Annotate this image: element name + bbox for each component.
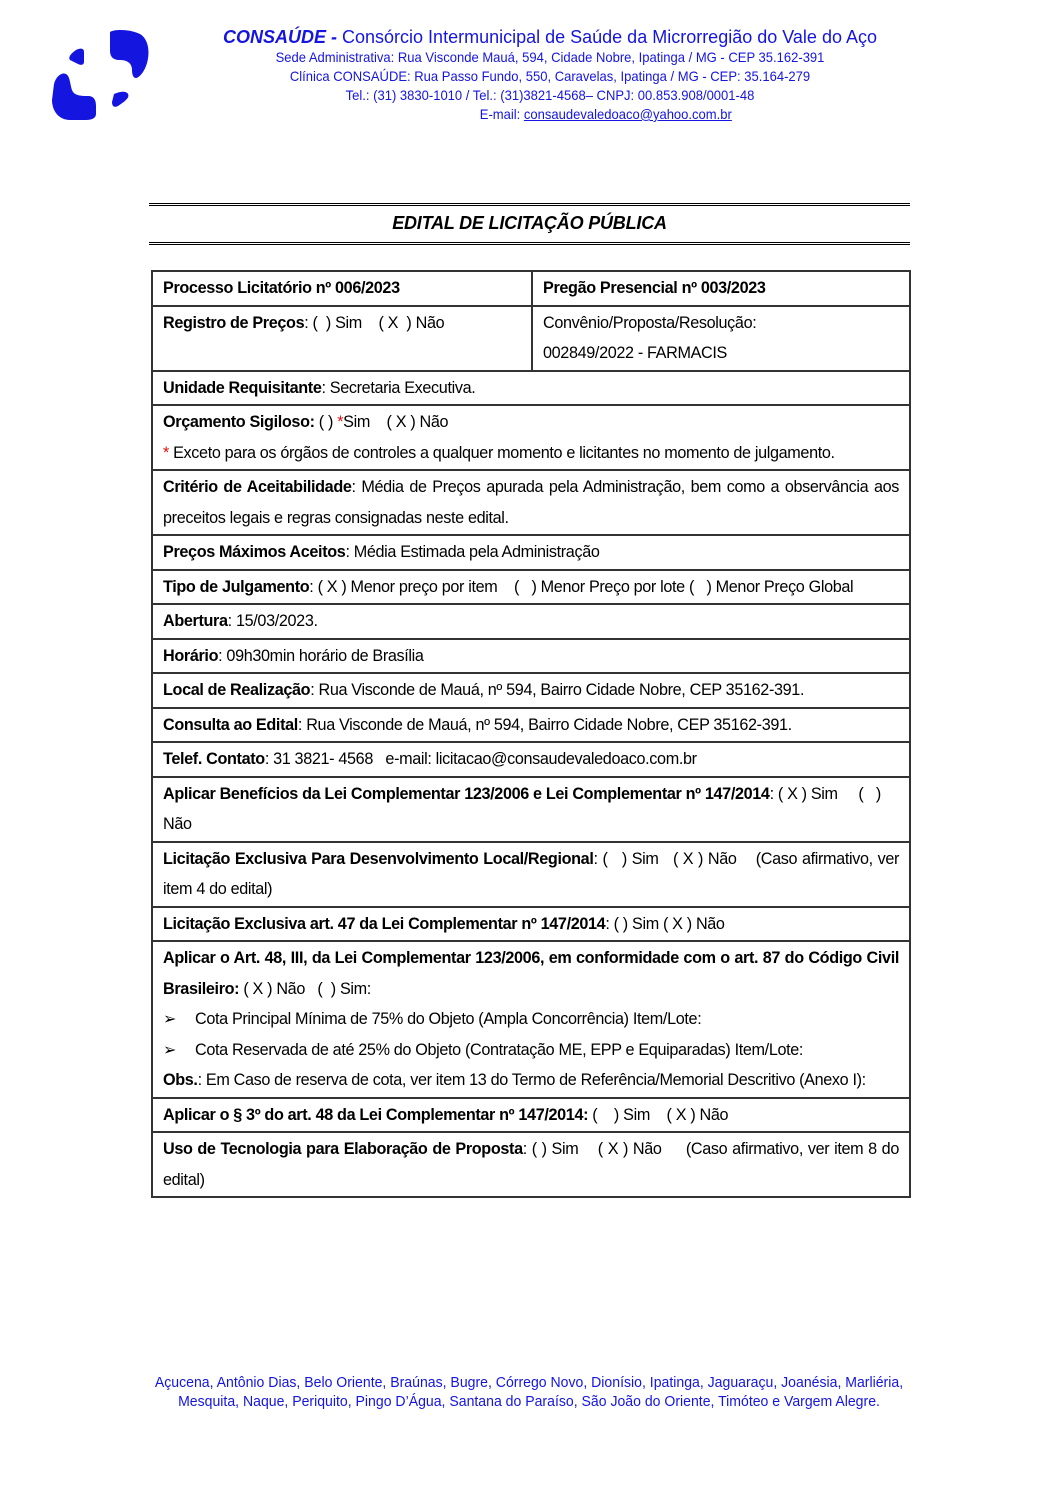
field-value: : Média Estimada pela Administração xyxy=(345,543,600,561)
list-item xyxy=(163,1004,899,1035)
field-value: : Secretaria Executiva. xyxy=(321,378,476,397)
processo-licitatorio: Processo Licitatório nº 006/2023 xyxy=(153,272,533,305)
field-label: Unidade Requisitante xyxy=(163,378,322,397)
address-clinic: Clínica CONSAÚDE: Rua Passo Fundo, 550, Caravelas, Ipatinga / MG - CEP: 35.164-279 xyxy=(289,68,811,84)
field-value: Sim ( X ) Não xyxy=(343,413,449,431)
footer-line: Açucena, Antônio Dias, Belo Oriente, Braúnas, Bugre, Córrego Novo, Dionísio, Ipatinga, Jaguaraçu, Joanésia, Marliéria, xyxy=(154,1375,904,1391)
pregao-presencial: Pregão Presencial nº 003/2023 xyxy=(543,279,766,297)
email-label: E-mail: xyxy=(479,106,524,122)
field-value: : ( ) Sim ( X ) Não xyxy=(605,914,725,933)
field-label: Consulta ao Edital xyxy=(163,715,298,734)
field-value: : ( X ) Sim ( ) Não xyxy=(163,784,886,833)
uso-tecnologia xyxy=(153,1133,909,1196)
exclusiva-local-regional xyxy=(153,843,909,908)
precos-maximos xyxy=(153,536,909,571)
telefone-contato xyxy=(153,743,909,778)
footnote: Exceto para os órgãos de controles a qualquer momento e licitantes no momento de julgamento. xyxy=(168,443,835,462)
field-label: Aplicar Benefícios da Lei Complementar 123/2006 e Lei Complementar nº 147/2014 xyxy=(163,784,770,803)
aplicar-art48 xyxy=(153,942,909,1099)
field-label: Local de Realização xyxy=(163,681,311,699)
field-label: Horário xyxy=(163,646,219,665)
orcamento-sigiloso xyxy=(153,406,909,471)
field-label: Uso de Tecnologia para Elaboração de Proposta xyxy=(163,1140,523,1158)
field-label: Preços Máximos Aceitos xyxy=(163,543,346,561)
field-value: ( ) Sim ( X ) Não xyxy=(588,1105,729,1124)
consulta-edital xyxy=(153,709,909,744)
email-link[interactable]: consaudevaledoaco@yahoo.com.br xyxy=(523,106,732,122)
aplicar-par3-art48 xyxy=(153,1099,909,1134)
criterio-aceitabilidade xyxy=(153,471,909,536)
asterisk: * xyxy=(337,413,344,431)
field-value: : Rua Visconde de Mauá, nº 594, Bairro Cidade Nobre, CEP 35162-391. xyxy=(310,681,805,699)
field-label: Aplicar o § 3º do art. 48 da Lei Complementar nº 147/2014: xyxy=(163,1105,589,1124)
asterisk: * xyxy=(163,443,169,462)
footer-line: Mesquita, Naque, Periquito, Pingo D’Água, Santana do Paraíso, São João do Oriente, Timóteo e Vargem Alegre. xyxy=(178,1394,880,1410)
field-value: ( X ) Não ( ) Sim: xyxy=(239,979,371,998)
convenio-value: 002849/2022 - FARMACIS xyxy=(543,344,727,362)
field-label: Aplicar o Art. 48, III, da Lei Complementar 123/2006, em conformidade com o art. 87 do Código Civil Brasileiro: xyxy=(163,949,899,998)
arrow-bullet-icon: ➢ xyxy=(163,1010,177,1028)
member-municipalities-footer xyxy=(93,1374,964,1412)
abertura xyxy=(153,605,909,640)
field-label: Registro de Preços xyxy=(163,313,305,332)
field-label: Licitação Exclusiva art. 47 da Lei Complementar nº 147/2014 xyxy=(163,914,606,933)
table-row xyxy=(153,272,909,307)
field-label: Abertura xyxy=(163,612,228,630)
email-line xyxy=(187,105,912,124)
obs-text: : Em Caso de reserva de cota, ver item 13 do Termo de Referência/Memorial Descritivo (Anexo I): xyxy=(197,1071,866,1089)
consaude-logo-icon xyxy=(48,26,152,122)
arrow-bullet-icon: ➢ xyxy=(163,1040,177,1059)
address-administrative: Sede Administrativa: Rua Visconde Mauá, 594, Cidade Nobre, Ipatinga / MG - CEP 35.162-391 xyxy=(275,49,825,65)
organization-full-name: Consórcio Intermunicipal de Saúde da Microrregião do Vale do Aço xyxy=(337,27,877,47)
bullet-text: Cota Reservada de até 25% do Objeto (Contratação ME, EPP e Equiparadas) Item/Lote: xyxy=(195,1040,804,1059)
field-value: : Média de Preços apurada pela Administração, bem como a observância aos preceitos legais e regras consignadas neste edital. xyxy=(163,478,899,527)
unidade-requisitante xyxy=(153,372,909,407)
field-value: : ( ) Sim ( X ) Não (Caso afirmativo, ver item 4 do edital) xyxy=(163,849,904,898)
tipo-julgamento xyxy=(153,571,909,606)
phone-cnpj: Tel.: (31) 3830-1010 / Tel.: (31)3821-4568– CNPJ: 00.853.908/0001-48 xyxy=(345,87,755,103)
brand-name: CONSAÚDE - xyxy=(223,27,338,47)
field-value: : ( ) Sim ( X ) Não xyxy=(304,313,445,332)
list-item xyxy=(163,1035,899,1066)
field-value: : ( ) Sim ( X ) Não (Caso afirmativo, ver item 8 do edital) xyxy=(163,1140,904,1189)
field-label: Orçamento Sigiloso: xyxy=(163,413,315,431)
letterhead xyxy=(0,0,1058,140)
table-row xyxy=(153,307,909,372)
field-value: : Rua Visconde de Mauá, nº 594, Bairro Cidade Nobre, CEP 35162-391. xyxy=(297,715,792,734)
exclusiva-art47 xyxy=(153,908,909,943)
bullet-text: Cota Principal Mínima de 75% do Objeto (Ampla Concorrência) Item/Lote: xyxy=(195,1010,702,1028)
field-value: : 15/03/2023. xyxy=(227,612,318,630)
organization-title xyxy=(160,26,940,48)
field-value: : 31 3821- 4568 e-mail: licitacao@consaudevaledoaco.com.br xyxy=(264,750,697,768)
field-value: ( ) xyxy=(314,413,338,431)
field-label: Tipo de Julgamento xyxy=(163,577,310,596)
aplicar-beneficios xyxy=(153,778,909,843)
field-label: Telef. Contato xyxy=(163,750,265,768)
registro-precos xyxy=(153,307,533,370)
document-title: EDITAL DE LICITAÇÃO PÚBLICA xyxy=(392,213,667,233)
field-label: Licitação Exclusiva Para Desenvolvimento Local/Regional xyxy=(163,849,594,868)
field-value: : 09h30min horário de Brasília xyxy=(218,646,424,665)
field-value: : ( X ) Menor preço por item ( ) Menor Preço por lote ( ) Menor Preço Global xyxy=(309,577,854,596)
convenio xyxy=(533,307,909,370)
horario xyxy=(153,640,909,675)
obs-label: Obs. xyxy=(163,1071,198,1089)
document-title-box xyxy=(149,203,910,245)
field-label: Critério de Aceitabilidade xyxy=(163,478,352,496)
bid-summary-table xyxy=(151,270,911,1198)
local-realizacao xyxy=(153,674,909,709)
convenio-label: Convênio/Proposta/Resolução: xyxy=(543,313,757,332)
